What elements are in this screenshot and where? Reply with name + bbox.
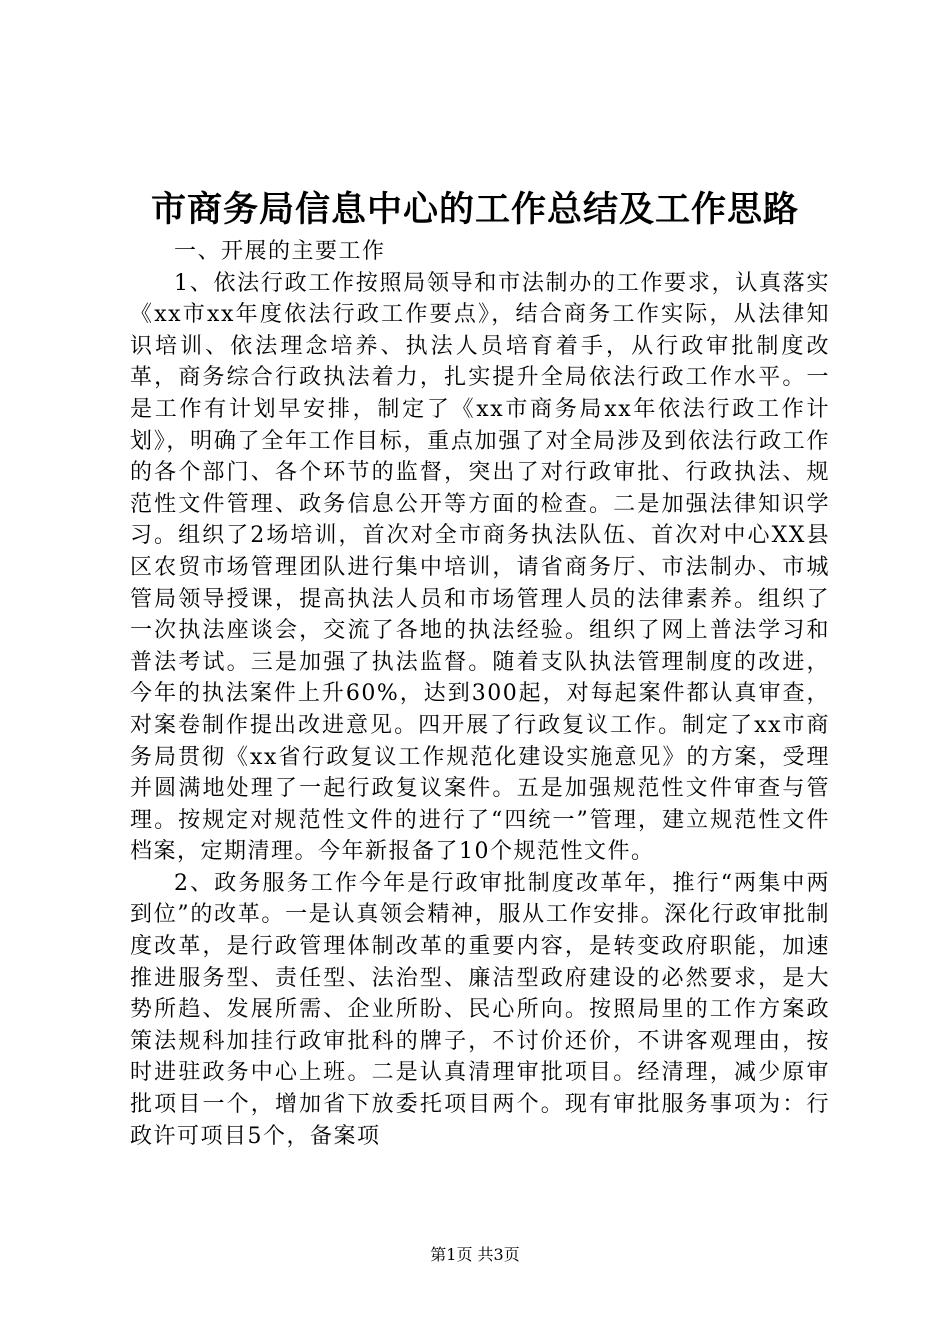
- document-title: 市商务局信息中心的工作总结及工作思路: [150, 190, 799, 230]
- paragraph-1: 1、依法行政工作按照局领导和市法制办的工作要求，认真落实《xx市xx年度依法行政工作要点》，结合商务工作实际，从法律知识培训、依法理念培养、执法人员培育着手，从行政审批制度改革，商务综合行政执法着力，扎实提升全局依法行政工作水平。一是工作有计划早安排，制定了《xx市商务局xx年依法行政工作计划》，明确了全年工作目标，重点加强了对全局涉及到依法行政工作的各个部门、各个环节的监督，突出了对行政审批、行政执法、规范性文件管理、政务信息公开等方面的检查。二是加强法律知识学习。组织了2场培训，首次对全市商务执法队伍、首次对中心XX县区农贸市场管理团队进行集中培训，请省商务厅、市法制办、市城管局领导授课，提高执法人员和市场管理人员的法律素养。组织了一次执法座谈会，交流了各地的执法经验。组织了网上普法学习和普法考试。三是加强了执法监督。随着支队执法管理制度的改进，今年的执法案件上升60%，达到300起，对每起案件都认真审查，对案卷制作提出改进意见。四开展了行政复议工作。制定了xx市商务局贯彻《xx省行政复议工作规范化建设实施意见》的方案，受理并圆满地处理了一起行政复议案件。五是加强规范性文件审查与管理。按规定对规范性文件的进行了“四统一”管理，建立规范性文件档案，定期清理。今年新报备了10个规范性文件。: [130, 270, 830, 865]
- page-number-footer: 第1页 共3页: [430, 1245, 520, 1264]
- section-heading: 一、开展的主要工作: [174, 239, 386, 264]
- document-body: [130, 236, 830, 1152]
- paragraph-2: 2、政务服务工作今年是行政审批制度改革年，推行“两集中两到位”的改革。一是认真领会精神，服从工作安排。深化行政审批制度改革，是行政管理体制改革的重要内容，是转变政府职能，加速推进服务型、责任型、法治型、廉洁型政府建设的必然要求，是大势所趋、发展所需、企业所盼、民心所向。按照局里的工作方案政策法规科加挂行政审批科的牌子，不讨价还价，不讲客观理由，按时进驻政务中心上班。二是认真清理审批项目。经清理，减少原审批项目一个，增加省下放委托项目两个。现有审批服务事项为：行政许可项目5个，备案项: [130, 870, 830, 1149]
